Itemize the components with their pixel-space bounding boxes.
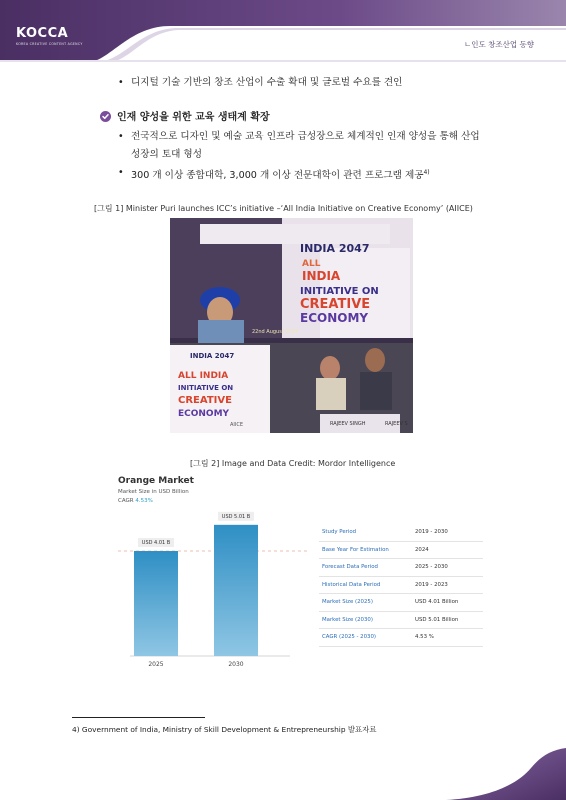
figure1-caption: [그림 1] Minister Puri launches ICC’s initiative –‘All India Initiative on Creative Economy’ (AIICE) [94,204,473,213]
x-tick-label: 2030 [228,661,244,668]
stats-key: Market Size (2030) [322,616,373,623]
stats-key: Historical Data Period [322,581,381,588]
section-title: ㄴ인도 창조산업 동향 [464,40,534,49]
figure2-chart [110,472,483,670]
header-background [0,0,566,62]
svg-text:CREATIVE: CREATIVE [178,395,232,406]
stats-value: 2019 - 2023 [415,581,448,588]
footnote-divider [72,717,205,718]
bullet-text: 전국적으로 디자인 및 예술 교육 인프라 급성장으로 체계적인 인재 양성을 통해 산업 [131,131,480,142]
stats-value: 2019 - 2030 [415,529,448,535]
bullet-text: 디지털 기술 기반의 창조 산업이 수출 확대 및 글로벌 수요를 견인 [131,77,403,88]
bar-2030 [214,525,258,656]
section-heading: 인재 양성을 위한 교육 생태계 확장 [117,112,270,123]
chart-title: Orange Market [118,476,194,486]
kocca-logo [16,26,83,46]
figure1-photo [170,218,413,433]
bar-2025 [134,551,178,656]
svg-text:INDIA 2047: INDIA 2047 [190,352,235,360]
stats-row [319,577,483,595]
svg-text:CREATIVE: CREATIVE [300,297,371,312]
footnote-text: 4) Government of India, Ministry of Skill Development & Entrepreneurship 발표자료 [72,725,377,734]
stats-key: Base Year For Estimation [322,546,389,553]
stats-value: 2025 - 2030 [415,564,448,570]
stats-row [319,594,483,612]
stats-key: Market Size (2025) [322,599,373,605]
data-label: USD 4.01 B [141,540,171,547]
svg-text:INDIA: INDIA [302,269,341,283]
photo-name2: RAJEEV S [385,421,408,427]
bullet-text-continued: 성장의 토대 형성 [131,149,202,160]
figure2-caption: [그림 2] Image and Data Credit: Mordor Intelligence [190,459,396,468]
stats-row [319,629,483,647]
bullet-text-main: 300 개 이상 종합대학, 3,000 개 이상 전문대학이 관련 프로그램 제공 [131,170,424,182]
stats-value: USD 4.01 Billion [415,599,459,605]
svg-text:ALL INDIA: ALL INDIA [178,371,229,381]
svg-text:ECONOMY: ECONOMY [178,409,230,419]
stats-key: Study Period [322,529,357,535]
svg-text:INITIATIVE ON: INITIATIVE ON [300,286,379,297]
bullet-dot: • [118,77,124,88]
stats-value: 4.53 % [415,634,434,640]
cagr-label: CAGR [118,498,134,504]
stats-key: CAGR (2025 - 2030) [322,634,377,640]
bar-chart-svg [110,472,310,670]
stats-value: 2024 [415,546,429,553]
footnote-reference: 4) [423,169,430,176]
logo-subtext: KOREA CREATIVE CONTENT AGENCY [16,42,83,46]
photo-date-text: 22nd August 2024 [252,329,299,335]
svg-text:ECONOMY: ECONOMY [300,311,369,325]
stats-row [319,524,483,542]
photo-name1: RAJEEV SINGH [330,421,366,427]
bullet-dot: • [118,167,124,178]
bullet-text [131,164,430,185]
photo-event-text: INDIA 2047 [300,242,370,255]
footer-decoration [446,748,566,800]
data-label: USD 5.01 B [221,513,251,520]
stats-value: USD 5.01 Billion [415,616,459,623]
stats-table [319,524,483,647]
cagr-value: 4.53% [135,498,153,504]
svg-text:ALL: ALL [302,259,321,269]
check-circle-icon [100,111,111,122]
logo-text: KOCCA [16,26,69,41]
stats-row [319,612,483,630]
stats-row [319,559,483,577]
x-tick-label: 2025 [148,661,164,668]
photo-illustration [170,218,413,433]
chart-subtitle: Market Size in USD Billion [118,489,189,495]
stats-row [319,542,483,560]
bullet-dot: • [118,131,124,142]
svg-text:INITIATIVE ON: INITIATIVE ON [178,384,234,392]
stats-key: Forecast Data Period [322,564,378,570]
photo-aiice-text: AIICE [230,422,244,428]
page-header [0,0,566,62]
